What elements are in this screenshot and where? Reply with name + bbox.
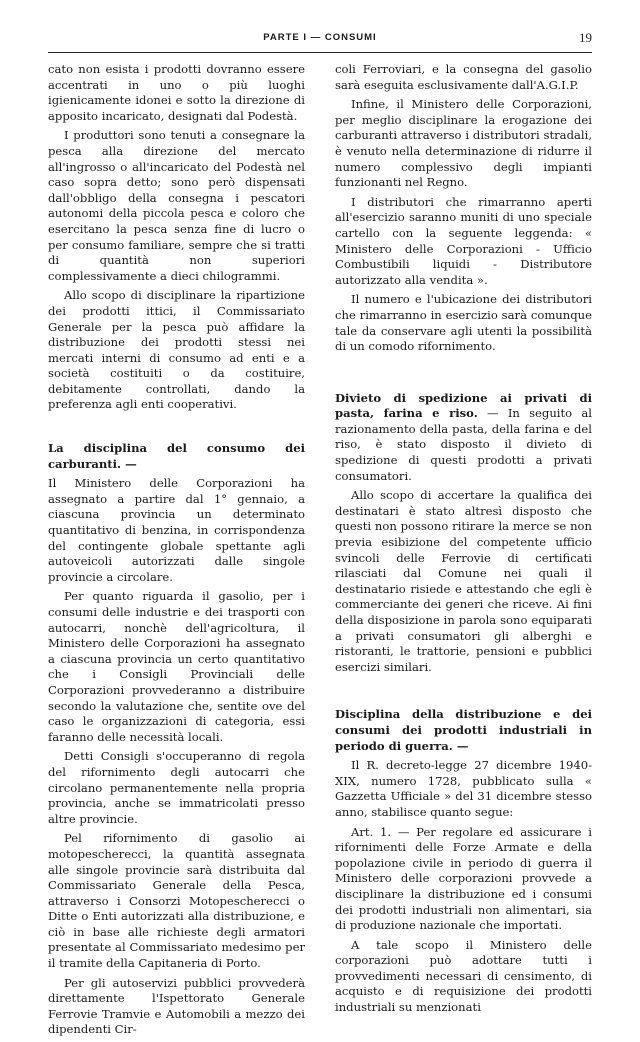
section-heading: La disciplina del consumo dei carburanti. — xyxy=(48,441,305,471)
paragraph: Allo scopo di accertare la qualifica dei destinatari è stato altresì disposto che questi non possono ritirare la merce se non previa esibizione del competente ufficio svincoli delle Ferrovie di certificati rilasciati dal Comune nei quali il destinatario risiede e attestando che egli è commerciante dei generi che riceve. Ai fini della disposizione in parola sono equiparati a privati consumatori gli alberghi e ristoranti, le trattorie, pensioni e pubblici esercizi similari. xyxy=(335,488,592,674)
section-text: — In seguito al razionamento della pasta, della farina e del riso, è stato disposto il divieto di spedizione di questi prodotti a privati consumatori. xyxy=(335,406,592,483)
paragraph: Il R. decreto-legge 27 dicembre 1940-XIX, numero 1728, pubblicato sulla « Gazzetta Ufficiale » del 31 dicembre stesso anno, stabilisce quanto segue: xyxy=(335,758,592,819)
section-prodotti-industriali xyxy=(335,689,592,1015)
section-divieto xyxy=(335,369,592,676)
running-header xyxy=(48,30,592,53)
paragraph: Allo scopo di disciplinare la ripartizione dei prodotti ittici, il Commissariato Generale per la pesca può affidare la distribuzione dei prodotti stessi nei mercati interni di consumo ad enti e a società costituiti o da costituire, debitamente controllati, dando la preferenza agli enti cooperativi. xyxy=(48,288,305,412)
paragraph: Infine, il Ministero delle Corporazioni, per meglio disciplinare la erogazione dei carburanti attraverso i distributori stradali, è venuto nella determinazione di ridurre il numero complessivo degli impianti funzionanti nel Regno. xyxy=(335,97,592,190)
paragraph: Per gli autoservizi pubblici provvederà direttamente l'Ispettorato Generale Ferrovie Tramvie e Automobili a mezzo dei dipendenti Cir- xyxy=(48,975,305,1037)
paragraph: I distributori che rimarranno aperti all'esercizio saranno muniti di uno speciale cartello con la seguente leggenda: « Ministero delle Corporazioni - Ufficio Combustibili liquidi - Distributore autorizzato alla vendita ». xyxy=(335,194,592,287)
page-number: 19 xyxy=(579,30,592,45)
paragraph: Detti Consigli s'occuperanno di regola del rifornimento degli autocarri che circolano permanentemente nella propria provincia, anche se immatricolati presso altre provincie. xyxy=(48,749,305,826)
section-heading: Divieto di spedizione ai privati di pasta, farina e riso. xyxy=(335,390,592,421)
running-title: PARTE I — CONSUMI xyxy=(263,32,377,43)
left-column xyxy=(48,62,305,1042)
section-carburanti xyxy=(48,427,305,1038)
paragraph: coli Ferroviari, e la consegna del gasolio sarà eseguita esclusivamente dall'A.G.I.P. xyxy=(335,62,592,92)
paragraph: Il numero e l'ubicazione dei distributori che rimarranno in esercizio sarà comunque tale da conservare agli utenti la possibilità di un comodo rifornimento. xyxy=(335,292,592,354)
paragraph: Pel rifornimento di gasolio ai motopescherecci, la quantità assegnata alle singole provincie sarà distribuita dal Commissariato Generale della Pesca, attraverso i Consorzi Motopescherecci o Ditte o Enti autorizzati alla distribuzione, e ciò in base alle richieste degli armatori presentate al Commissariato medesimo per il tramite della Capitaneria di Porto. xyxy=(48,831,305,971)
paragraph: Per quanto riguarda il gasolio, per i consumi delle industrie e dei trasporti con autocarri, nonchè dell'agricoltura, il Ministero delle Corporazioni ha assegnato a ciascuna provincia un certo quantitativo che i Consigli Provinciali delle Corporazioni provvederanno a distribuire secondo la valutazione che, sentite ove del caso le organizzazioni di categoria, essi faranno delle necessità locali. xyxy=(48,589,305,744)
paragraph: A tale scopo il Ministero delle corporazioni può adottare tutti i provvedimenti necessari di censimento, di acquisto e di requisizione dei prodotti industriali su menzionati xyxy=(335,937,592,1015)
paragraph: I produttori sono tenuti a consegnare la pesca alla direzione del mercato all'ingrosso o all'incaricato del Podestà nel caso sopra detto; sono però dispensati dall'obbligo della consegna i pescatori autonomi della piccola pesca e coloro che esercitano la pesca senza fine di lucro o per consumo familiare, sempre che si tratti di quantità non superiori complessivamente a dieci chilogrammi. xyxy=(48,128,305,283)
paragraph: Art. 1. — Per regolare ed assicurare i rifornimenti delle Forze Armate e della popolazione civile in periodo di guerra il Ministero delle corporazioni provvede a disciplinare la distribuzione ed i consumi dei prodotti industriali non alimentari, sia di produzione nazionale che importati. xyxy=(335,824,592,933)
section-heading: Disciplina della distribuzione e dei consumi dei prodotti industriali in periodo di guerra. — xyxy=(335,707,592,753)
right-column xyxy=(335,62,592,1020)
paragraph: cato non esista i prodotti dovranno essere accentrati in uno o più luoghi igienicamente idonei e sotto la direzione di apposito incaricato, designati dal Podestà. xyxy=(48,62,305,123)
paragraph: Il Ministero delle Corporazioni ha assegnato a partire dal 1° gennaio, a ciascuna provincia un determinato quantitativo di benzina, in corrispondenza del contingente globale spettante agli autoveicoli autorizzati dalle singole provincie a circolare. xyxy=(48,476,305,584)
